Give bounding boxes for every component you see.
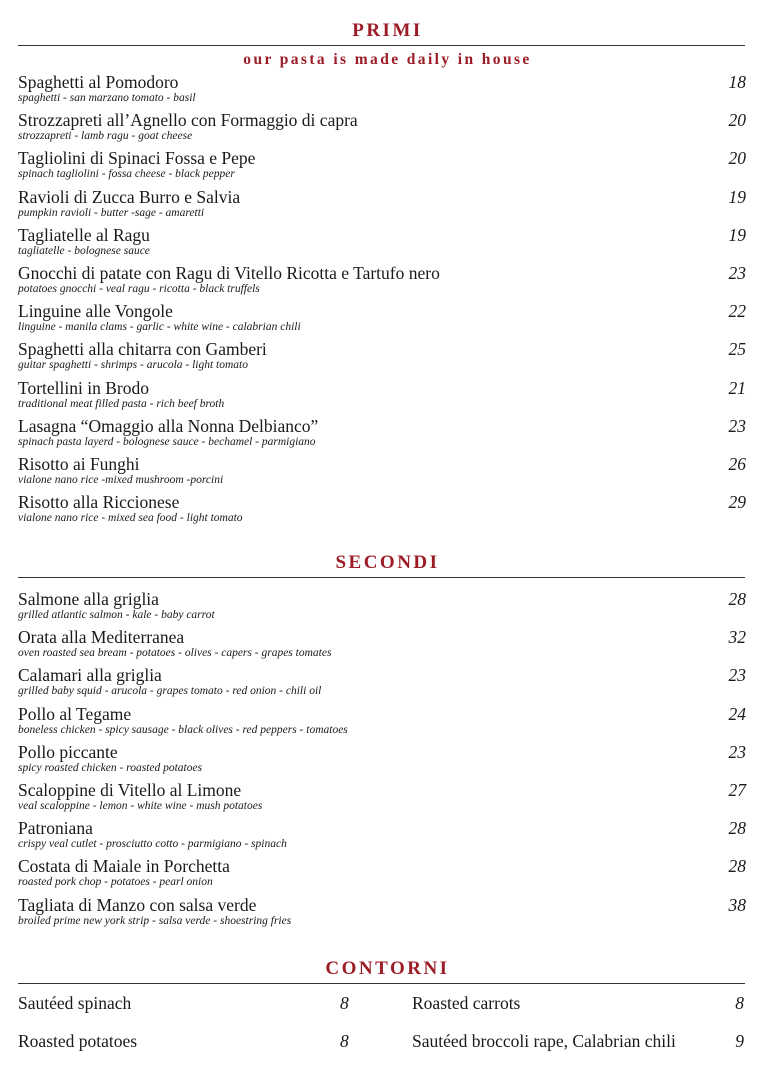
menu-item bbox=[18, 492, 746, 530]
menu-item bbox=[18, 263, 746, 301]
menu-item-description: oven roasted sea bream - potatoes - olives - capers - grapes tomates bbox=[18, 647, 332, 660]
menu-item bbox=[18, 187, 746, 225]
menu-item bbox=[18, 589, 746, 627]
menu-item-price: 23 bbox=[728, 665, 746, 686]
menu-item bbox=[18, 148, 746, 186]
menu-item-description: spicy roasted chicken - roasted potatoes bbox=[18, 761, 203, 774]
menu-item-description: vialone nano rice - mixed sea food - light tomato bbox=[18, 512, 243, 525]
contorni-rule bbox=[18, 983, 745, 984]
menu-item-name: Calamari alla griglia bbox=[18, 665, 162, 686]
menu-item-description: potatoes gnocchi - veal ragu - ricotta - black truffels bbox=[18, 282, 260, 295]
menu-item bbox=[18, 665, 746, 703]
menu-item-price: 24 bbox=[728, 703, 746, 724]
menu-item bbox=[18, 627, 746, 665]
contorni-item-price: 8 bbox=[340, 993, 349, 1013]
menu-item-description: spinach pasta layerd - bolognese sauce - bechamel - parmigiano bbox=[18, 435, 316, 448]
menu-item-price: 22 bbox=[728, 301, 746, 322]
menu-item-name: Tagliolini di Spinaci Fossa e Pepe bbox=[18, 148, 256, 169]
menu-item-name: Tagliatelle al Ragu bbox=[18, 224, 150, 245]
menu-item-name: Risotto alla Riccionese bbox=[18, 492, 180, 513]
menu-item bbox=[18, 110, 746, 148]
menu-item bbox=[18, 818, 746, 856]
menu-item-price: 23 bbox=[728, 262, 746, 283]
menu-item-name: Linguine alle Vongole bbox=[18, 301, 173, 322]
menu-item-description: broiled prime new york strip - salsa verde - shoestring fries bbox=[18, 914, 292, 927]
menu-item-name: Pollo piccante bbox=[18, 741, 118, 762]
menu-item-description: tagliatelle - bolognese sauce bbox=[18, 244, 150, 257]
menu-item-price: 18 bbox=[728, 72, 746, 92]
secondi-title: SECONDI bbox=[335, 552, 440, 573]
menu-item-name: Spaghetti al Pomodoro bbox=[18, 72, 179, 92]
primi-item-list bbox=[18, 72, 746, 530]
menu-item-price: 21 bbox=[728, 377, 746, 398]
contorni-section bbox=[0, 958, 775, 984]
menu-item bbox=[18, 856, 746, 894]
menu-item-description: boneless chicken - spicy sausage - black olives - red peppers - tomatoes bbox=[18, 723, 348, 736]
menu-item-description: veal scaloppine - lemon - white wine - mush potatoes bbox=[18, 799, 263, 812]
menu-item-price: 38 bbox=[728, 894, 746, 915]
menu-item bbox=[18, 72, 746, 110]
menu-item-price: 23 bbox=[728, 741, 746, 762]
contorni-item-name: Roasted potatoes bbox=[18, 1031, 138, 1051]
contorni-item-price: 8 bbox=[340, 1031, 349, 1051]
menu-item-price: 20 bbox=[728, 110, 746, 131]
menu-item-price: 28 bbox=[728, 856, 746, 877]
menu-item-name: Lasagna “Omaggio alla Nonna Delbianco” bbox=[18, 415, 319, 436]
menu-item-name: Gnocchi di patate con Ragu di Vitello Ricotta e Tartufo nero bbox=[18, 262, 440, 283]
secondi-section bbox=[0, 552, 775, 933]
menu-item-description: crispy veal cutlet - prosciutto cotto - parmigiano - spinach bbox=[18, 838, 287, 851]
primi-rule bbox=[18, 45, 745, 46]
menu-item-price: 25 bbox=[728, 339, 746, 360]
menu-item-name: Costata di Maiale in Porchetta bbox=[18, 856, 230, 877]
menu-item bbox=[18, 301, 746, 339]
contorni-item-name: Roasted carrots bbox=[412, 993, 521, 1013]
contorni-item-price: 9 bbox=[735, 1031, 744, 1051]
menu-item-price: 29 bbox=[728, 492, 746, 513]
menu-item-description: vialone nano rice -mixed mushroom -porcini bbox=[18, 473, 224, 486]
menu-item-price: 19 bbox=[728, 186, 746, 207]
menu-item-name: Strozzapreti all’Agnello con Formaggio di capra bbox=[18, 110, 358, 131]
menu-item-name: Risotto ai Funghi bbox=[18, 453, 140, 474]
primi-section bbox=[0, 20, 775, 530]
menu-item bbox=[18, 416, 746, 454]
contorni-row bbox=[18, 993, 746, 1031]
menu-item-price: 23 bbox=[728, 415, 746, 436]
menu-item-price: 32 bbox=[728, 627, 746, 648]
menu-item-name: Salmone alla griglia bbox=[18, 589, 159, 609]
menu-item bbox=[18, 895, 746, 933]
menu-item-description: traditional meat filled pasta - rich beef broth bbox=[18, 397, 225, 410]
menu-item-price: 28 bbox=[728, 818, 746, 839]
menu-item-name: Tagliata di Manzo con salsa verde bbox=[18, 894, 257, 915]
contorni-item-grid bbox=[18, 993, 746, 1069]
menu-item bbox=[18, 704, 746, 742]
menu-item-description: grilled baby squid - arucola - grapes tomato - red onion - chili oil bbox=[18, 685, 322, 698]
menu-item-name: Tortellini in Brodo bbox=[18, 377, 149, 398]
menu-item-price: 26 bbox=[728, 453, 746, 474]
menu-item-description: pumpkin ravioli - butter -sage - amaretti bbox=[18, 206, 205, 219]
contorni-title: CONTORNI bbox=[325, 958, 450, 979]
menu-item-price: 28 bbox=[728, 589, 746, 609]
menu-item-name: Spaghetti alla chitarra con Gamberi bbox=[18, 339, 267, 360]
menu-item-name: Scaloppine di Vitello al Limone bbox=[18, 779, 242, 800]
secondi-item-list bbox=[18, 589, 746, 933]
primi-title: PRIMI bbox=[352, 20, 423, 41]
menu-item bbox=[18, 780, 746, 818]
contorni-item-name: Sautéed broccoli rape, Calabrian chili bbox=[412, 1031, 676, 1051]
menu-item-description: strozzapreti - lamb ragu - goat cheese bbox=[18, 130, 193, 143]
menu-item bbox=[18, 742, 746, 780]
menu-item bbox=[18, 339, 746, 377]
secondi-rule bbox=[18, 577, 745, 578]
menu-item bbox=[18, 225, 746, 263]
contorni-row bbox=[18, 1031, 746, 1069]
menu-item-description: roasted pork chop - potatoes - pearl onion bbox=[18, 876, 213, 889]
menu-item bbox=[18, 454, 746, 492]
menu-item-price: 27 bbox=[728, 779, 746, 800]
contorni-item-name: Sautéed spinach bbox=[18, 993, 132, 1013]
contorni-item-price: 8 bbox=[735, 993, 744, 1013]
menu-item-name: Orata alla Mediterranea bbox=[18, 627, 185, 648]
menu-item-name: Patroniana bbox=[18, 818, 93, 839]
menu-item-description: spinach tagliolini - fossa cheese - black pepper bbox=[18, 168, 235, 181]
menu-item-price: 19 bbox=[728, 224, 746, 245]
menu-item-name: Pollo al Tegame bbox=[18, 703, 132, 724]
menu-item-price: 20 bbox=[728, 148, 746, 169]
menu-item-name: Ravioli di Zucca Burro e Salvia bbox=[18, 186, 241, 207]
menu-item-description: linguine - manila clams - garlic - white wine - calabrian chili bbox=[18, 321, 301, 334]
menu-item-description: spaghetti - san marzano tomato - basil bbox=[18, 92, 196, 104]
menu-item bbox=[18, 378, 746, 416]
primi-subtitle: our pasta is made daily in house bbox=[243, 51, 532, 68]
menu-item-description: guitar spaghetti - shrimps - arucola - light tomato bbox=[18, 359, 248, 372]
menu-item-description: grilled atlantic salmon - kale - baby carrot bbox=[18, 609, 215, 621]
